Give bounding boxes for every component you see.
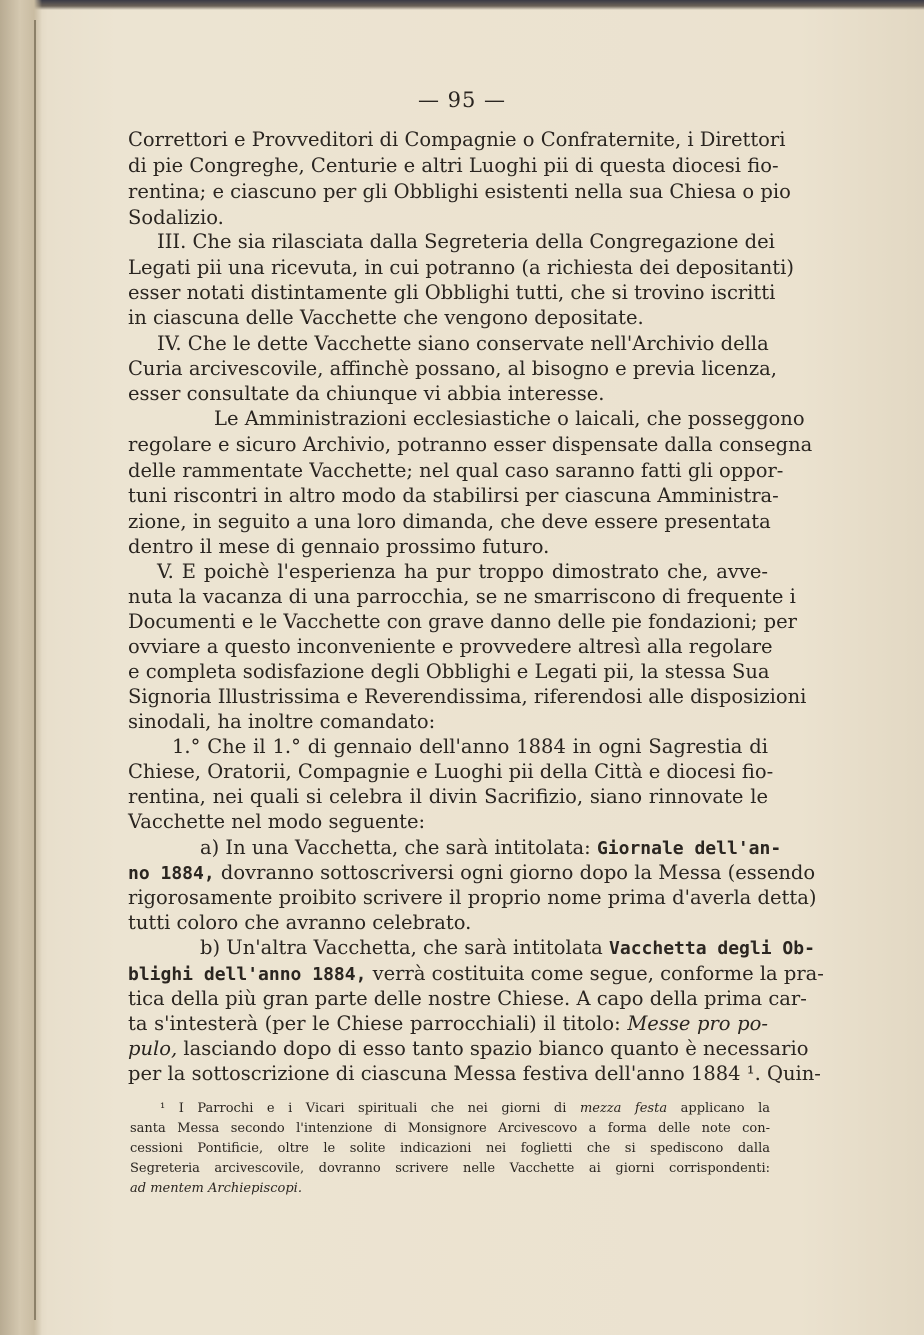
text-line: delle rammentate Vacchette; nel qual caso saranno fatti gli oppor- bbox=[128, 459, 784, 482]
text-line: Chiese, Oratorii, Compagnie e Luoghi pii della Città e diocesi fio- bbox=[128, 760, 774, 783]
text-line: esser consultate da chiunque vi abbia interesse. bbox=[128, 382, 605, 405]
item-b-line: tica della più gran parte delle nostre Chiese. A capo della prima car- bbox=[128, 987, 807, 1010]
item-a-line: rigorosamente proibito scrivere il proprio nome prima d'averla detta) bbox=[128, 886, 817, 909]
text-line: nuta la vacanza di una parrocchia, se ne smarriscono di frequente i bbox=[128, 585, 796, 608]
text-line: esser notati distintamente gli Obblighi tutti, che si trovino iscritti bbox=[128, 281, 776, 304]
text-line: 1.° Che il 1.° di gennaio dell'anno 1884 in ogni Sagrestia di bbox=[172, 735, 768, 758]
gutter-line bbox=[34, 20, 36, 1320]
text-line: IV. Che le dette Vacchette siano conservate nell'Archivio della bbox=[157, 332, 769, 355]
text-line: III. Che sia rilasciata dalla Segreteria della Congregazione dei bbox=[157, 230, 775, 253]
text-line: in ciascuna delle Vacchette che vengono depositate. bbox=[128, 306, 644, 329]
item-b-line: blighi dell'anno 1884, verrà costituita come segue, conforme la pra- bbox=[128, 962, 824, 985]
text-line: Signoria Illustrissima e Reverendissima, riferendosi alle disposizioni bbox=[128, 685, 807, 708]
text-line: Documenti e le Vacchette con grave danno delle pie fondazioni; per bbox=[128, 610, 797, 633]
text-line: tuni riscontri in altro modo da stabilirsi per ciascuna Amministra- bbox=[128, 484, 779, 507]
footnote-line: cessioni Pontificie, oltre le solite indicazioni nei foglietti che si spediscono dalla bbox=[130, 1141, 770, 1156]
footnote-line: santa Messa secondo l'intenzione di Monsignore Arcivescovo a forma delle note con- bbox=[130, 1121, 770, 1136]
footnote-line: Segreteria arcivescovile, dovranno scrivere nelle Vacchette ai giorni corrispondenti: bbox=[130, 1161, 770, 1176]
text-line: rentina; e ciascuno per gli Obblighi esistenti nella sua Chiesa o pio bbox=[128, 180, 791, 203]
text-line: e completa sodisfazione degli Obblighi e Legati pii, la stessa Sua bbox=[128, 660, 770, 683]
text-line: ovviare a questo inconveniente e provvedere altresì alla regolare bbox=[128, 635, 773, 658]
item-a-line: tutti coloro che avranno celebrato. bbox=[128, 911, 472, 934]
top-edge-shadow bbox=[0, 0, 924, 10]
text-line: Sodalizio. bbox=[128, 206, 224, 229]
item-b-line: b) Un'altra Vacchetta, che sarà intitolata Vacchetta degli Ob- bbox=[200, 936, 815, 959]
text-line: Correttori e Provveditori di Compagnie o Confraternite, i Direttori bbox=[128, 128, 786, 151]
item-a-line: no 1884, dovranno sottoscriversi ogni giorno dopo la Messa (essendo bbox=[128, 861, 816, 884]
text-line: sinodali, ha inoltre comandato: bbox=[128, 710, 436, 733]
text-line: Le Amministrazioni ecclesiastiche o laicali, che posseggono bbox=[214, 407, 805, 430]
text-line: rentina, nei quali si celebra il divin Sacrifizio, siano rinnovate le bbox=[128, 785, 768, 808]
footnote-line: ad mentem Archiepiscopi. bbox=[130, 1181, 302, 1196]
text-line: dentro il mese di gennaio prossimo futuro. bbox=[128, 535, 550, 558]
text-line: di pie Congreghe, Centurie e altri Luoghi pii di questa diocesi fio- bbox=[128, 154, 779, 177]
item-b-line: pulo, lasciando dopo di esso tanto spazio bianco quanto è necessario bbox=[128, 1037, 809, 1060]
page-number: — 95 — bbox=[417, 88, 507, 112]
text-line: zione, in seguito a una loro dimanda, che deve essere presentata bbox=[128, 510, 771, 533]
item-b-line: per la sottoscrizione di ciascuna Messa festiva dell'anno 1884 ¹. Quin- bbox=[128, 1062, 821, 1085]
text-line: V. E poichè l'esperienza ha pur troppo dimostrato che, avve- bbox=[157, 560, 768, 583]
text-line: Vacchette nel modo seguente: bbox=[128, 810, 426, 833]
text-line: Curia arcivescovile, affinchè possano, al bisogno e previa licenza, bbox=[128, 357, 777, 380]
text-line: Legati pii una ricevuta, in cui potranno (a richiesta dei depositanti) bbox=[128, 256, 794, 279]
text-line: regolare e sicuro Archivio, potranno esser dispensate dalla consegna bbox=[128, 433, 813, 456]
footnote-line: ¹ I Parrochi e i Vicari spirituali che nei giorni di mezza festa applicano la bbox=[160, 1101, 770, 1116]
item-a-line: a) In una Vacchetta, che sarà intitolata: Giornale dell'an- bbox=[200, 836, 782, 859]
item-b-line: ta s'intesterà (per le Chiese parrocchiali) il titolo: Messe pro po- bbox=[128, 1012, 768, 1035]
